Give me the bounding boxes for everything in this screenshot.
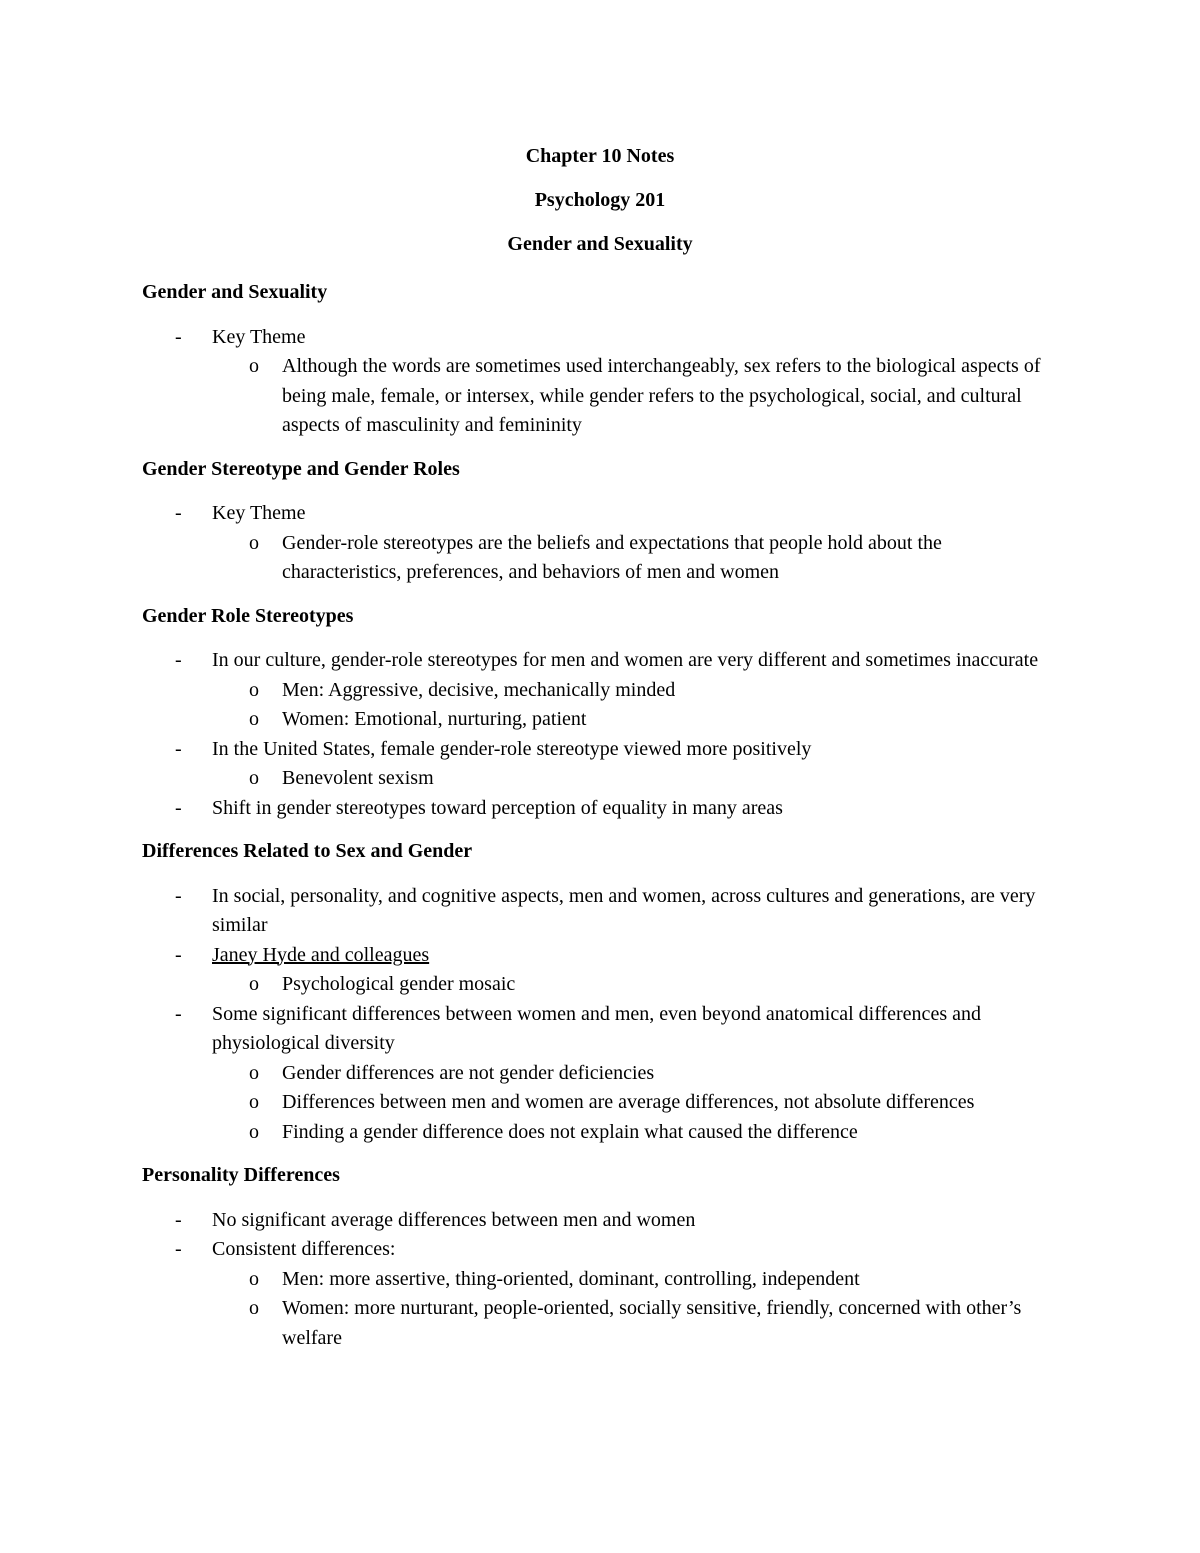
section-differences-sex-and-gender: [142, 837, 1062, 1147]
circle-bullet: o: [249, 1091, 259, 1113]
sub-bullet-item: [142, 970, 1062, 1000]
sub-bullet-item: [142, 1088, 1062, 1118]
bullet-item: [142, 1206, 1062, 1236]
bullet-text: Shift in gender stereotypes toward perception of equality in many areas: [212, 796, 783, 819]
bullet-text: In our culture, gender-role stereotypes for men and women are very different and sometimes inaccurate: [212, 649, 1039, 671]
sub-bullet-item: [142, 352, 1062, 441]
bullet-item: [142, 794, 1062, 824]
circle-bullet: o: [249, 1120, 259, 1143]
section-heading: Differences Related to Sex and Gender: [142, 840, 473, 862]
sub-bullet-item: [142, 1265, 1062, 1295]
bullet-text: In social, personality, and cognitive aspects, men and women, across cultures and generations, are very similar: [212, 884, 1036, 936]
dash-bullet: -: [175, 1238, 182, 1260]
sub-bullet-text: Gender-role stereotypes are the beliefs and expectations that people hold about the characteristics, preferences, and behaviors of men and women: [282, 531, 942, 583]
dash-bullet: -: [175, 502, 182, 524]
section-gender-stereotype-and-roles: [142, 455, 1062, 588]
sub-bullet-text: Psychological gender mosaic: [282, 973, 516, 995]
bullet-text: No significant average differences between men and women: [212, 1208, 696, 1231]
dash-bullet: -: [175, 1002, 182, 1025]
section-heading: Personality Differences: [142, 1164, 340, 1186]
dash-bullet: -: [175, 943, 182, 966]
bullet-text: Key Theme: [212, 325, 306, 348]
dash-bullet: -: [175, 796, 182, 819]
sub-bullet-item: [142, 1118, 1062, 1148]
circle-bullet: o: [249, 708, 259, 730]
topic-title: Gender and Sexuality: [507, 233, 693, 255]
section-heading: Gender Role Stereotypes: [142, 604, 354, 627]
bullet-item: [142, 1000, 1062, 1059]
course-title: Psychology 201: [534, 189, 666, 211]
bullet-item: [142, 323, 1062, 353]
underlined-bullet-text: Janey Hyde and colleagues: [212, 943, 430, 966]
sub-bullet-text: Finding a gender difference does not explain what caused the difference: [282, 1120, 858, 1143]
sub-bullet-text: Gender differences are not gender deficiencies: [282, 1061, 655, 1084]
circle-bullet: o: [249, 1297, 259, 1319]
bullet-text: Some significant differences between women and men, even beyond anatomical differences and physiological diversity: [212, 1002, 981, 1054]
sub-bullet-text: Men: more assertive, thing-oriented, dominant, controlling, independent: [282, 1267, 860, 1290]
dash-bullet: -: [175, 884, 182, 907]
circle-bullet: o: [249, 531, 259, 554]
sub-bullet-text: Although the words are sometimes used interchangeably, sex refers to the biological aspects of being male, female, or intersex, while gender refers to the psychological, social, and cultural aspects of masculinity and femininity: [282, 355, 1041, 436]
document-title-block: [0, 144, 1200, 276]
circle-bullet: o: [249, 1061, 259, 1084]
sub-bullet-text: Women: Emotional, nurturing, patient: [282, 708, 587, 730]
sub-bullet-item: [142, 764, 1062, 794]
sub-bullet-item: [142, 705, 1062, 735]
sub-bullet-item: [142, 1059, 1062, 1089]
sub-bullet-text: Benevolent sexism: [282, 767, 434, 789]
bullet-item: [142, 646, 1062, 676]
dash-bullet: -: [175, 325, 182, 348]
sub-bullet-item: [142, 529, 1062, 588]
section-gender-role-stereotypes: [142, 602, 1062, 824]
notes-content: [142, 278, 1062, 1367]
bullet-item: [142, 882, 1062, 941]
bullet-item: [142, 735, 1062, 765]
sub-bullet-item: [142, 676, 1062, 706]
bullet-text: Key Theme: [212, 502, 306, 524]
sub-bullet-text: Women: more nurturant, people-oriented, socially sensitive, friendly, concerned with other’s welfare: [282, 1297, 1022, 1349]
sub-bullet-text: Men: Aggressive, decisive, mechanically minded: [282, 678, 676, 701]
bullet-item: [142, 1235, 1062, 1265]
dash-bullet: -: [175, 649, 182, 671]
sub-bullet-text: Differences between men and women are average differences, not absolute differences: [282, 1091, 975, 1113]
section-gender-and-sexuality: [142, 278, 1062, 441]
section-personality-differences: [142, 1161, 1062, 1353]
circle-bullet: o: [249, 767, 259, 789]
bullet-text: Consistent differences:: [212, 1238, 396, 1260]
circle-bullet: o: [249, 678, 259, 701]
circle-bullet: o: [249, 355, 259, 377]
section-heading: Gender Stereotype and Gender Roles: [142, 457, 460, 480]
section-heading: Gender and Sexuality: [142, 281, 328, 303]
dash-bullet: -: [175, 1208, 182, 1231]
bullet-item: [142, 499, 1062, 529]
bullet-text: In the United States, female gender-role stereotype viewed more positively: [212, 737, 812, 760]
chapter-title: Chapter 10 Notes: [525, 145, 675, 167]
circle-bullet: o: [249, 1267, 259, 1290]
bullet-item: [142, 941, 1062, 971]
dash-bullet: -: [175, 737, 182, 760]
sub-bullet-item: [142, 1294, 1062, 1353]
circle-bullet: o: [249, 973, 259, 995]
